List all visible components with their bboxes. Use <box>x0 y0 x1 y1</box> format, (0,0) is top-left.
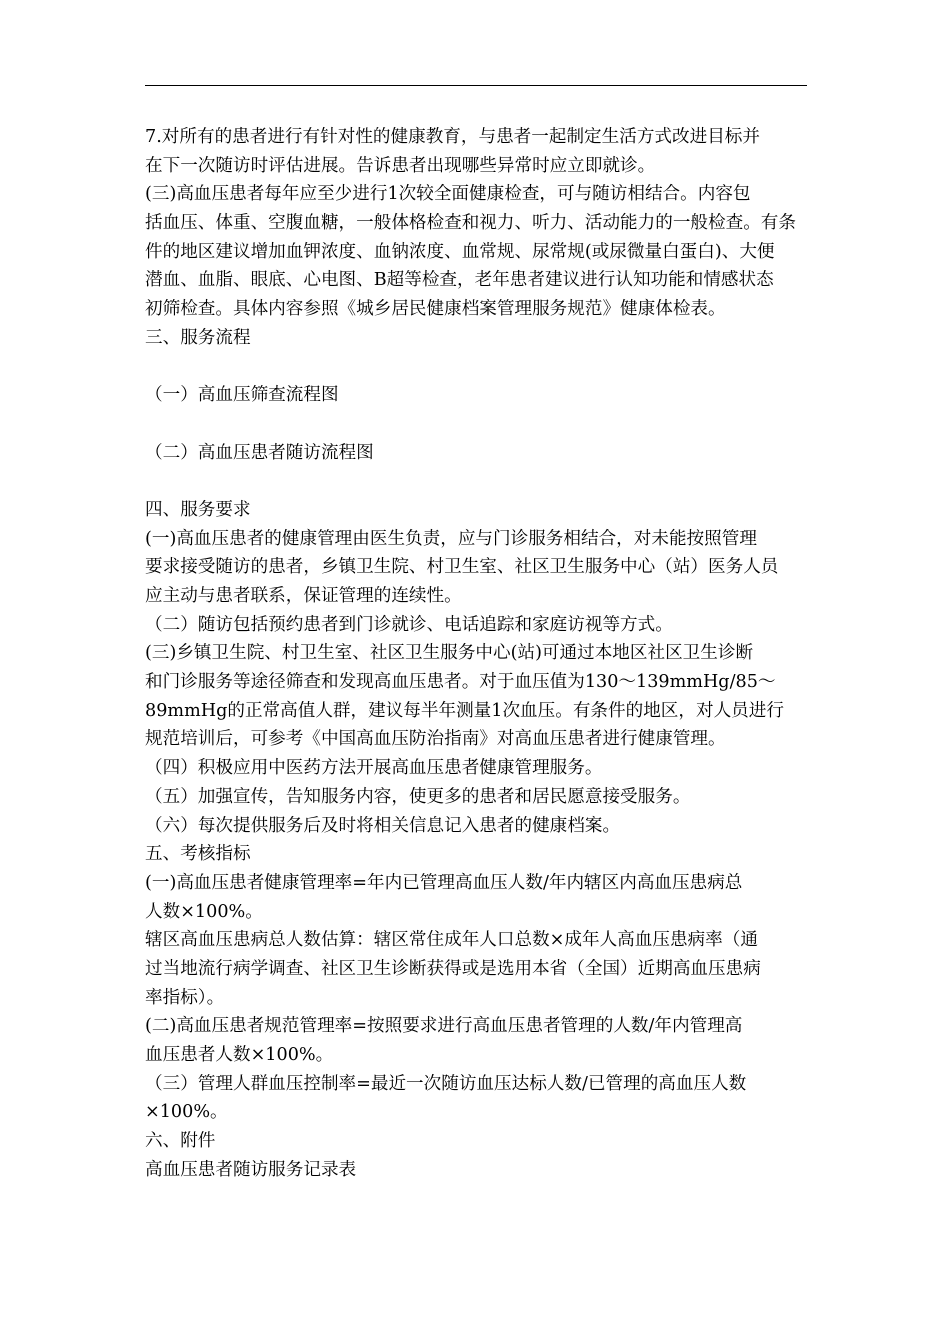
heading-assessment-indicators: 五、考核指标 <box>145 844 251 865</box>
blank-line <box>145 353 807 382</box>
requirement-3-line-4: 规范培训后，可参考《中国高血压防治指南》对高血压患者进行健康管理。 <box>145 729 726 750</box>
section-checkup-line-3: 件的地区建议增加血钾浓度、血钠浓度、血常规、尿常规(或尿微量白蛋白)、大便 <box>145 241 775 262</box>
section-checkup-line-1: (三)高血压患者每年应至少进行1次较全面健康检查，可与随访相结合。内容包 <box>145 184 751 205</box>
heading-service-requirements: 四、服务要求 <box>145 499 251 520</box>
requirement-1-line-1: (一)高血压患者的健康管理由医生负责，应与门诊服务相结合，对未能按照管理 <box>145 528 757 549</box>
requirement-3-line-3: 89mmHg的正常高值人群，建议每半年测量1次血压。有条件的地区，对人员进行 <box>145 700 784 721</box>
heading-attachments: 六、附件 <box>145 1131 216 1152</box>
blank-line <box>145 410 807 439</box>
section-checkup-line-5: 初筛检查。具体内容参照《城乡居民健康档案管理服务规范》健康体检表。 <box>145 299 726 320</box>
indicator-2-line-1: (二)高血压患者规范管理率=按照要求进行高血压患者管理的人数/年内管理高 <box>145 1016 743 1037</box>
requirement-1-line-3: 应主动与患者联系，保证管理的连续性。 <box>145 586 462 606</box>
indicator-1-line-2: 人数×100%。 <box>145 901 263 922</box>
item-7-line-1: 7.对所有的患者进行有针对性的健康教育，与患者一起制定生活方式改进目标并 <box>145 127 760 147</box>
followup-flowchart-label: （二）高血压患者随访流程图 <box>145 442 374 463</box>
indicator-1-line-1: (一)高血压患者健康管理率=年内已管理高血压人数/年内辖区内高血压患病总 <box>145 872 743 893</box>
document-body <box>145 123 807 1184</box>
requirement-6: （六）每次提供服务后及时将相关信息记入患者的健康档案。 <box>145 815 621 836</box>
requirement-4: （四）积极应用中医药方法开展高血压患者健康管理服务。 <box>145 758 603 779</box>
section-checkup-line-2: 括血压、体重、空腹血糖，一般体格检查和视力、听力、活动能力的一般检查。有条 <box>145 213 796 234</box>
screening-flowchart-label: （一）高血压筛查流程图 <box>145 385 339 406</box>
requirement-3-line-2: 和门诊服务等途径筛查和发现高血压患者。对于血压值为130～139mmHg/85～ <box>145 672 776 693</box>
estimate-line-3: 率指标）。 <box>145 987 225 1008</box>
estimate-line-2: 过当地流行病学调查、社区卫生诊断获得或是选用本省（全国）近期高血压患病 <box>145 958 761 979</box>
indicator-3-line-1: （三）管理人群血压控制率=最近一次随访血压达标人数/已管理的高血压人数 <box>145 1073 747 1094</box>
item-7-line-2: 在下一次随访时评估进展。告诉患者出现哪些异常时应立即就诊。 <box>145 155 656 176</box>
requirement-1-line-2: 要求接受随访的患者，乡镇卫生院、村卫生室、社区卫生服务中心（站）医务人员 <box>145 557 779 578</box>
blank-line <box>145 467 807 496</box>
requirement-5: （五）加强宣传，告知服务内容，使更多的患者和居民愿意接受服务。 <box>145 786 691 807</box>
indicator-3-line-2: ×100%。 <box>145 1102 228 1123</box>
estimate-line-1: 辖区高血压患病总人数估算：辖区常住成年人口总数×成年人高血压患病率（通 <box>145 930 758 951</box>
requirement-2: （二）随访包括预约患者到门诊就诊、电话追踪和家庭访视等方式。 <box>145 614 673 635</box>
section-checkup-line-4: 潜血、血脂、眼底、心电图、B超等检查，老年患者建议进行认知功能和情感状态 <box>145 270 774 291</box>
indicator-2-line-2: 血压患者人数×100%。 <box>145 1045 334 1065</box>
attachment-followup-form: 高血压患者随访服务记录表 <box>145 1159 357 1180</box>
heading-service-flow: 三、服务流程 <box>145 327 251 348</box>
requirement-3-line-1: (三)乡镇卫生院、村卫生室、社区卫生服务中心(站)可通过本地区社区卫生诊断 <box>145 643 754 664</box>
header-rule <box>145 85 807 86</box>
